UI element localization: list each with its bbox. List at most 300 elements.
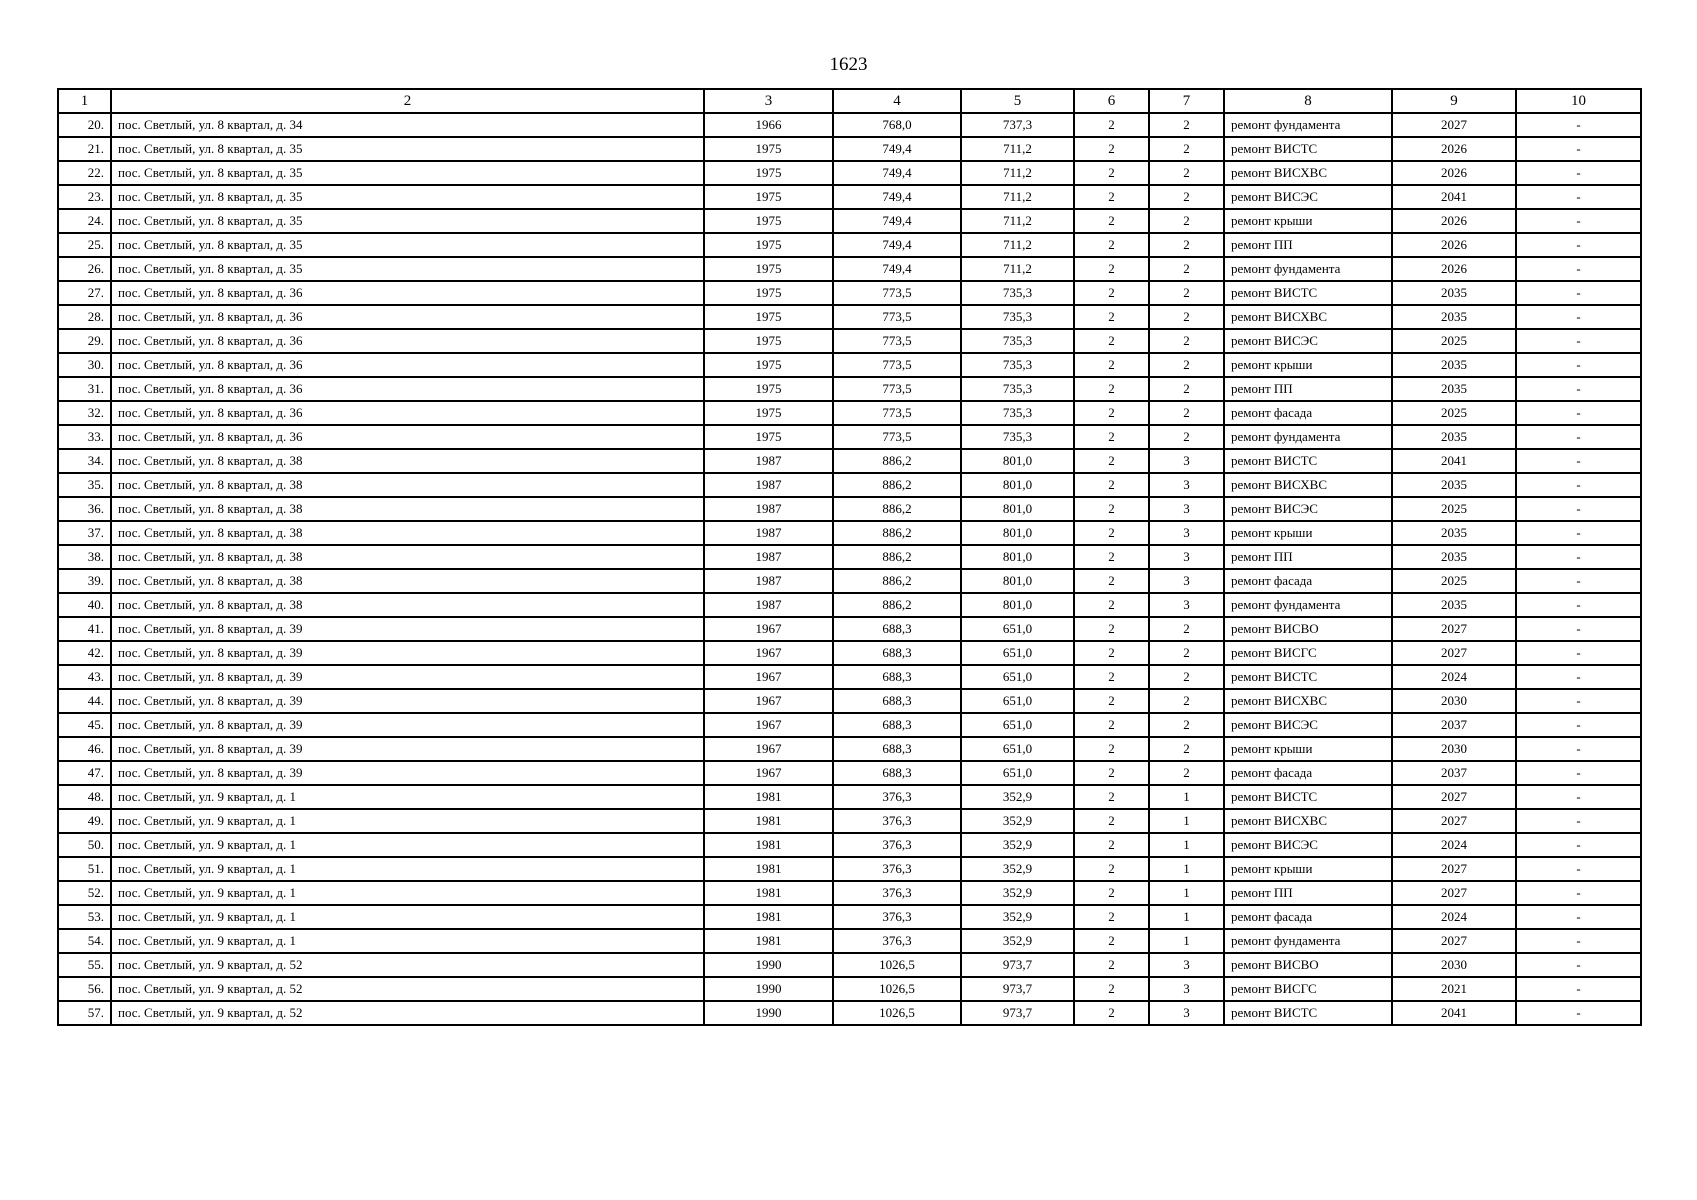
table-row [58, 761, 1641, 785]
living-area-cell: 711,2 [961, 137, 1074, 161]
total-area-cell: 773,5 [833, 425, 961, 449]
table-row [58, 401, 1641, 425]
address-cell: пос. Светлый, ул. 8 квартал, д. 35 [111, 137, 704, 161]
row-number-cell: 39. [58, 569, 111, 593]
planned-year-cell: 2035 [1392, 377, 1516, 401]
floors-cell: 2 [1074, 833, 1149, 857]
row-number-cell: 41. [58, 617, 111, 641]
living-area-cell: 801,0 [961, 473, 1074, 497]
page-number: 1623 [829, 54, 868, 75]
planned-year-cell: 2035 [1392, 305, 1516, 329]
planned-year-cell: 2024 [1392, 905, 1516, 929]
planned-year-cell: 2030 [1392, 689, 1516, 713]
row-number-cell: 43. [58, 665, 111, 689]
row-number-cell: 38. [58, 545, 111, 569]
entrances-cell: 3 [1149, 449, 1224, 473]
entrances-cell: 3 [1149, 593, 1224, 617]
work-type-cell: ремонт ВИСХВС [1224, 305, 1392, 329]
work-type-cell: ремонт ВИСЭС [1224, 833, 1392, 857]
year-cell: 1990 [704, 977, 833, 1001]
year-cell: 1975 [704, 281, 833, 305]
planned-year-cell: 2035 [1392, 545, 1516, 569]
total-area-cell: 688,3 [833, 761, 961, 785]
living-area-cell: 801,0 [961, 593, 1074, 617]
address-cell: пос. Светлый, ул. 8 квартал, д. 35 [111, 257, 704, 281]
total-area-cell: 688,3 [833, 713, 961, 737]
entrances-cell: 2 [1149, 617, 1224, 641]
floors-cell: 2 [1074, 785, 1149, 809]
row-number-cell: 34. [58, 449, 111, 473]
work-type-cell: ремонт ВИСТС [1224, 137, 1392, 161]
living-area-cell: 352,9 [961, 833, 1074, 857]
address-cell: пос. Светлый, ул. 8 квартал, д. 36 [111, 425, 704, 449]
row-number-cell: 54. [58, 929, 111, 953]
planned-year-cell: 2025 [1392, 497, 1516, 521]
note-cell: - [1516, 617, 1641, 641]
work-type-cell: ремонт ВИСЭС [1224, 497, 1392, 521]
total-area-cell: 773,5 [833, 329, 961, 353]
row-number-cell: 28. [58, 305, 111, 329]
note-cell: - [1516, 809, 1641, 833]
note-cell: - [1516, 257, 1641, 281]
work-type-cell: ремонт фасада [1224, 905, 1392, 929]
floors-cell: 2 [1074, 377, 1149, 401]
planned-year-cell: 2035 [1392, 353, 1516, 377]
year-cell: 1975 [704, 257, 833, 281]
address-cell: пос. Светлый, ул. 9 квартал, д. 1 [111, 905, 704, 929]
total-area-cell: 1026,5 [833, 953, 961, 977]
entrances-cell: 2 [1149, 113, 1224, 137]
total-area-cell: 376,3 [833, 857, 961, 881]
work-type-cell: ремонт крыши [1224, 737, 1392, 761]
table-row [58, 545, 1641, 569]
address-cell: пос. Светлый, ул. 9 квартал, д. 1 [111, 881, 704, 905]
year-cell: 1967 [704, 689, 833, 713]
year-cell: 1987 [704, 569, 833, 593]
planned-year-cell: 2026 [1392, 161, 1516, 185]
work-type-cell: ремонт ВИСЭС [1224, 713, 1392, 737]
work-type-cell: ремонт ВИСГС [1224, 641, 1392, 665]
total-area-cell: 773,5 [833, 353, 961, 377]
note-cell: - [1516, 377, 1641, 401]
note-cell: - [1516, 401, 1641, 425]
total-area-cell: 886,2 [833, 473, 961, 497]
total-area-cell: 773,5 [833, 281, 961, 305]
entrances-cell: 2 [1149, 641, 1224, 665]
row-number-cell: 35. [58, 473, 111, 497]
address-cell: пос. Светлый, ул. 9 квартал, д. 1 [111, 809, 704, 833]
row-number-cell: 51. [58, 857, 111, 881]
total-area-cell: 1026,5 [833, 977, 961, 1001]
note-cell: - [1516, 761, 1641, 785]
planned-year-cell: 2025 [1392, 329, 1516, 353]
address-cell: пос. Светлый, ул. 9 квартал, д. 1 [111, 785, 704, 809]
floors-cell: 2 [1074, 665, 1149, 689]
table-row [58, 281, 1641, 305]
living-area-cell: 352,9 [961, 929, 1074, 953]
address-cell: пос. Светлый, ул. 8 квартал, д. 38 [111, 521, 704, 545]
total-area-cell: 773,5 [833, 401, 961, 425]
note-cell: - [1516, 569, 1641, 593]
living-area-cell: 735,3 [961, 305, 1074, 329]
living-area-cell: 711,2 [961, 161, 1074, 185]
address-cell: пос. Светлый, ул. 8 квартал, д. 39 [111, 713, 704, 737]
planned-year-cell: 2025 [1392, 401, 1516, 425]
row-number-cell: 21. [58, 137, 111, 161]
living-area-cell: 973,7 [961, 977, 1074, 1001]
floors-cell: 2 [1074, 569, 1149, 593]
table-row [58, 977, 1641, 1001]
planned-year-cell: 2035 [1392, 425, 1516, 449]
row-number-cell: 47. [58, 761, 111, 785]
living-area-cell: 735,3 [961, 281, 1074, 305]
work-type-cell: ремонт ПП [1224, 881, 1392, 905]
table-row [58, 329, 1641, 353]
row-number-cell: 42. [58, 641, 111, 665]
work-type-cell: ремонт ВИСТС [1224, 1001, 1392, 1025]
address-cell: пос. Светлый, ул. 8 квартал, д. 38 [111, 473, 704, 497]
row-number-cell: 56. [58, 977, 111, 1001]
table-row [58, 185, 1641, 209]
entrances-cell: 2 [1149, 137, 1224, 161]
note-cell: - [1516, 137, 1641, 161]
note-cell: - [1516, 425, 1641, 449]
row-number-cell: 57. [58, 1001, 111, 1025]
floors-cell: 2 [1074, 185, 1149, 209]
year-cell: 1966 [704, 113, 833, 137]
year-cell: 1975 [704, 377, 833, 401]
year-cell: 1975 [704, 425, 833, 449]
address-cell: пос. Светлый, ул. 8 квартал, д. 38 [111, 497, 704, 521]
year-cell: 1981 [704, 785, 833, 809]
living-area-cell: 801,0 [961, 569, 1074, 593]
column-header: 9 [1392, 89, 1516, 113]
work-type-cell: ремонт фундамента [1224, 425, 1392, 449]
row-number-cell: 46. [58, 737, 111, 761]
work-type-cell: ремонт крыши [1224, 353, 1392, 377]
total-area-cell: 688,3 [833, 689, 961, 713]
floors-cell: 2 [1074, 329, 1149, 353]
work-type-cell: ремонт ВИСЭС [1224, 185, 1392, 209]
living-area-cell: 735,3 [961, 401, 1074, 425]
table-row [58, 161, 1641, 185]
table-row [58, 953, 1641, 977]
total-area-cell: 376,3 [833, 809, 961, 833]
row-number-cell: 25. [58, 233, 111, 257]
living-area-cell: 651,0 [961, 737, 1074, 761]
address-cell: пос. Светлый, ул. 8 квартал, д. 39 [111, 761, 704, 785]
living-area-cell: 352,9 [961, 809, 1074, 833]
living-area-cell: 651,0 [961, 617, 1074, 641]
planned-year-cell: 2027 [1392, 113, 1516, 137]
floors-cell: 2 [1074, 497, 1149, 521]
planned-year-cell: 2024 [1392, 833, 1516, 857]
row-number-cell: 55. [58, 953, 111, 977]
floors-cell: 2 [1074, 113, 1149, 137]
table-row [58, 497, 1641, 521]
note-cell: - [1516, 161, 1641, 185]
work-type-cell: ремонт ВИСХВС [1224, 161, 1392, 185]
table-row [58, 113, 1641, 137]
table-row [58, 881, 1641, 905]
address-cell: пос. Светлый, ул. 8 квартал, д. 39 [111, 689, 704, 713]
total-area-cell: 773,5 [833, 305, 961, 329]
total-area-cell: 376,3 [833, 929, 961, 953]
work-type-cell: ремонт ВИСХВС [1224, 809, 1392, 833]
planned-year-cell: 2037 [1392, 761, 1516, 785]
table-body [58, 113, 1641, 1025]
year-cell: 1975 [704, 233, 833, 257]
row-number-cell: 31. [58, 377, 111, 401]
living-area-cell: 651,0 [961, 689, 1074, 713]
total-area-cell: 376,3 [833, 785, 961, 809]
floors-cell: 2 [1074, 257, 1149, 281]
note-cell: - [1516, 641, 1641, 665]
total-area-cell: 688,3 [833, 665, 961, 689]
year-cell: 1987 [704, 593, 833, 617]
total-area-cell: 773,5 [833, 377, 961, 401]
living-area-cell: 801,0 [961, 545, 1074, 569]
address-cell: пос. Светлый, ул. 9 квартал, д. 1 [111, 833, 704, 857]
year-cell: 1981 [704, 809, 833, 833]
year-cell: 1987 [704, 497, 833, 521]
entrances-cell: 2 [1149, 257, 1224, 281]
total-area-cell: 886,2 [833, 449, 961, 473]
table-row [58, 209, 1641, 233]
entrances-cell: 2 [1149, 713, 1224, 737]
column-header: 3 [704, 89, 833, 113]
work-type-cell: ремонт ВИСХВС [1224, 473, 1392, 497]
planned-year-cell: 2027 [1392, 881, 1516, 905]
row-number-cell: 26. [58, 257, 111, 281]
entrances-cell: 3 [1149, 1001, 1224, 1025]
planned-year-cell: 2027 [1392, 857, 1516, 881]
table-row [58, 665, 1641, 689]
note-cell: - [1516, 473, 1641, 497]
note-cell: - [1516, 521, 1641, 545]
planned-year-cell: 2030 [1392, 953, 1516, 977]
living-area-cell: 352,9 [961, 881, 1074, 905]
planned-year-cell: 2026 [1392, 137, 1516, 161]
table-row [58, 593, 1641, 617]
note-cell: - [1516, 881, 1641, 905]
table-row [58, 137, 1641, 161]
floors-cell: 2 [1074, 881, 1149, 905]
note-cell: - [1516, 1001, 1641, 1025]
note-cell: - [1516, 689, 1641, 713]
note-cell: - [1516, 953, 1641, 977]
entrances-cell: 2 [1149, 377, 1224, 401]
floors-cell: 2 [1074, 737, 1149, 761]
year-cell: 1975 [704, 329, 833, 353]
planned-year-cell: 2035 [1392, 593, 1516, 617]
note-cell: - [1516, 545, 1641, 569]
floors-cell: 2 [1074, 857, 1149, 881]
planned-year-cell: 2035 [1392, 281, 1516, 305]
work-type-cell: ремонт фундамента [1224, 257, 1392, 281]
table-row [58, 929, 1641, 953]
work-type-cell: ремонт крыши [1224, 857, 1392, 881]
year-cell: 1967 [704, 665, 833, 689]
total-area-cell: 886,2 [833, 545, 961, 569]
living-area-cell: 352,9 [961, 857, 1074, 881]
entrances-cell: 2 [1149, 665, 1224, 689]
entrances-cell: 3 [1149, 953, 1224, 977]
note-cell: - [1516, 665, 1641, 689]
year-cell: 1975 [704, 137, 833, 161]
note-cell: - [1516, 329, 1641, 353]
entrances-cell: 1 [1149, 905, 1224, 929]
table-row [58, 1001, 1641, 1025]
entrances-cell: 2 [1149, 353, 1224, 377]
work-type-cell: ремонт ПП [1224, 233, 1392, 257]
entrances-cell: 1 [1149, 785, 1224, 809]
planned-year-cell: 2026 [1392, 233, 1516, 257]
address-cell: пос. Светлый, ул. 8 квартал, д. 35 [111, 161, 704, 185]
work-type-cell: ремонт фундамента [1224, 929, 1392, 953]
work-type-cell: ремонт ВИСТС [1224, 665, 1392, 689]
entrances-cell: 1 [1149, 857, 1224, 881]
column-header: 5 [961, 89, 1074, 113]
planned-year-cell: 2027 [1392, 785, 1516, 809]
row-number-cell: 30. [58, 353, 111, 377]
floors-cell: 2 [1074, 281, 1149, 305]
entrances-cell: 2 [1149, 425, 1224, 449]
entrances-cell: 2 [1149, 161, 1224, 185]
table-row [58, 809, 1641, 833]
floors-cell: 2 [1074, 161, 1149, 185]
year-cell: 1967 [704, 737, 833, 761]
work-type-cell: ремонт крыши [1224, 209, 1392, 233]
planned-year-cell: 2041 [1392, 449, 1516, 473]
row-number-cell: 36. [58, 497, 111, 521]
note-cell: - [1516, 929, 1641, 953]
work-type-cell: ремонт ВИСЭС [1224, 329, 1392, 353]
entrances-cell: 2 [1149, 305, 1224, 329]
table-row [58, 857, 1641, 881]
year-cell: 1987 [704, 545, 833, 569]
row-number-cell: 24. [58, 209, 111, 233]
column-header: 6 [1074, 89, 1149, 113]
total-area-cell: 688,3 [833, 641, 961, 665]
year-cell: 1981 [704, 833, 833, 857]
row-number-cell: 53. [58, 905, 111, 929]
work-type-cell: ремонт ВИСХВС [1224, 689, 1392, 713]
address-cell: пос. Светлый, ул. 8 квартал, д. 36 [111, 377, 704, 401]
table-row [58, 617, 1641, 641]
living-area-cell: 711,2 [961, 209, 1074, 233]
note-cell: - [1516, 353, 1641, 377]
table-row [58, 641, 1641, 665]
planned-year-cell: 2027 [1392, 617, 1516, 641]
year-cell: 1987 [704, 449, 833, 473]
note-cell: - [1516, 209, 1641, 233]
total-area-cell: 886,2 [833, 569, 961, 593]
floors-cell: 2 [1074, 137, 1149, 161]
address-cell: пос. Светлый, ул. 9 квартал, д. 1 [111, 929, 704, 953]
floors-cell: 2 [1074, 473, 1149, 497]
year-cell: 1975 [704, 401, 833, 425]
planned-year-cell: 2035 [1392, 473, 1516, 497]
row-number-cell: 37. [58, 521, 111, 545]
living-area-cell: 352,9 [961, 785, 1074, 809]
floors-cell: 2 [1074, 425, 1149, 449]
planned-year-cell: 2035 [1392, 521, 1516, 545]
living-area-cell: 711,2 [961, 257, 1074, 281]
living-area-cell: 651,0 [961, 665, 1074, 689]
planned-year-cell: 2037 [1392, 713, 1516, 737]
entrances-cell: 1 [1149, 929, 1224, 953]
row-number-cell: 29. [58, 329, 111, 353]
floors-cell: 2 [1074, 233, 1149, 257]
table-row [58, 473, 1641, 497]
address-cell: пос. Светлый, ул. 8 квартал, д. 35 [111, 233, 704, 257]
year-cell: 1967 [704, 713, 833, 737]
row-number-cell: 48. [58, 785, 111, 809]
planned-year-cell: 2041 [1392, 185, 1516, 209]
total-area-cell: 749,4 [833, 137, 961, 161]
entrances-cell: 1 [1149, 833, 1224, 857]
year-cell: 1981 [704, 881, 833, 905]
floors-cell: 2 [1074, 1001, 1149, 1025]
total-area-cell: 886,2 [833, 521, 961, 545]
total-area-cell: 688,3 [833, 737, 961, 761]
table-row [58, 737, 1641, 761]
total-area-cell: 886,2 [833, 593, 961, 617]
address-cell: пос. Светлый, ул. 8 квартал, д. 34 [111, 113, 704, 137]
year-cell: 1990 [704, 953, 833, 977]
note-cell: - [1516, 593, 1641, 617]
address-cell: пос. Светлый, ул. 8 квартал, д. 36 [111, 401, 704, 425]
work-type-cell: ремонт ПП [1224, 377, 1392, 401]
floors-cell: 2 [1074, 905, 1149, 929]
entrances-cell: 2 [1149, 689, 1224, 713]
year-cell: 1981 [704, 857, 833, 881]
floors-cell: 2 [1074, 713, 1149, 737]
entrances-cell: 3 [1149, 497, 1224, 521]
planned-year-cell: 2026 [1392, 257, 1516, 281]
note-cell: - [1516, 833, 1641, 857]
total-area-cell: 1026,5 [833, 1001, 961, 1025]
address-cell: пос. Светлый, ул. 8 квартал, д. 38 [111, 449, 704, 473]
note-cell: - [1516, 449, 1641, 473]
table-row [58, 713, 1641, 737]
note-cell: - [1516, 113, 1641, 137]
row-number-cell: 33. [58, 425, 111, 449]
table-row [58, 257, 1641, 281]
table-row [58, 425, 1641, 449]
floors-cell: 2 [1074, 689, 1149, 713]
total-area-cell: 376,3 [833, 833, 961, 857]
planned-year-cell: 2030 [1392, 737, 1516, 761]
entrances-cell: 2 [1149, 737, 1224, 761]
address-cell: пос. Светлый, ул. 8 квартал, д. 39 [111, 617, 704, 641]
year-cell: 1975 [704, 209, 833, 233]
table-row [58, 569, 1641, 593]
entrances-cell: 3 [1149, 521, 1224, 545]
note-cell: - [1516, 281, 1641, 305]
entrances-cell: 3 [1149, 569, 1224, 593]
row-number-cell: 23. [58, 185, 111, 209]
year-cell: 1990 [704, 1001, 833, 1025]
year-cell: 1987 [704, 473, 833, 497]
floors-cell: 2 [1074, 977, 1149, 1001]
living-area-cell: 651,0 [961, 713, 1074, 737]
floors-cell: 2 [1074, 761, 1149, 785]
row-number-cell: 40. [58, 593, 111, 617]
address-cell: пос. Светлый, ул. 8 квартал, д. 39 [111, 665, 704, 689]
work-type-cell: ремонт ВИСВО [1224, 617, 1392, 641]
